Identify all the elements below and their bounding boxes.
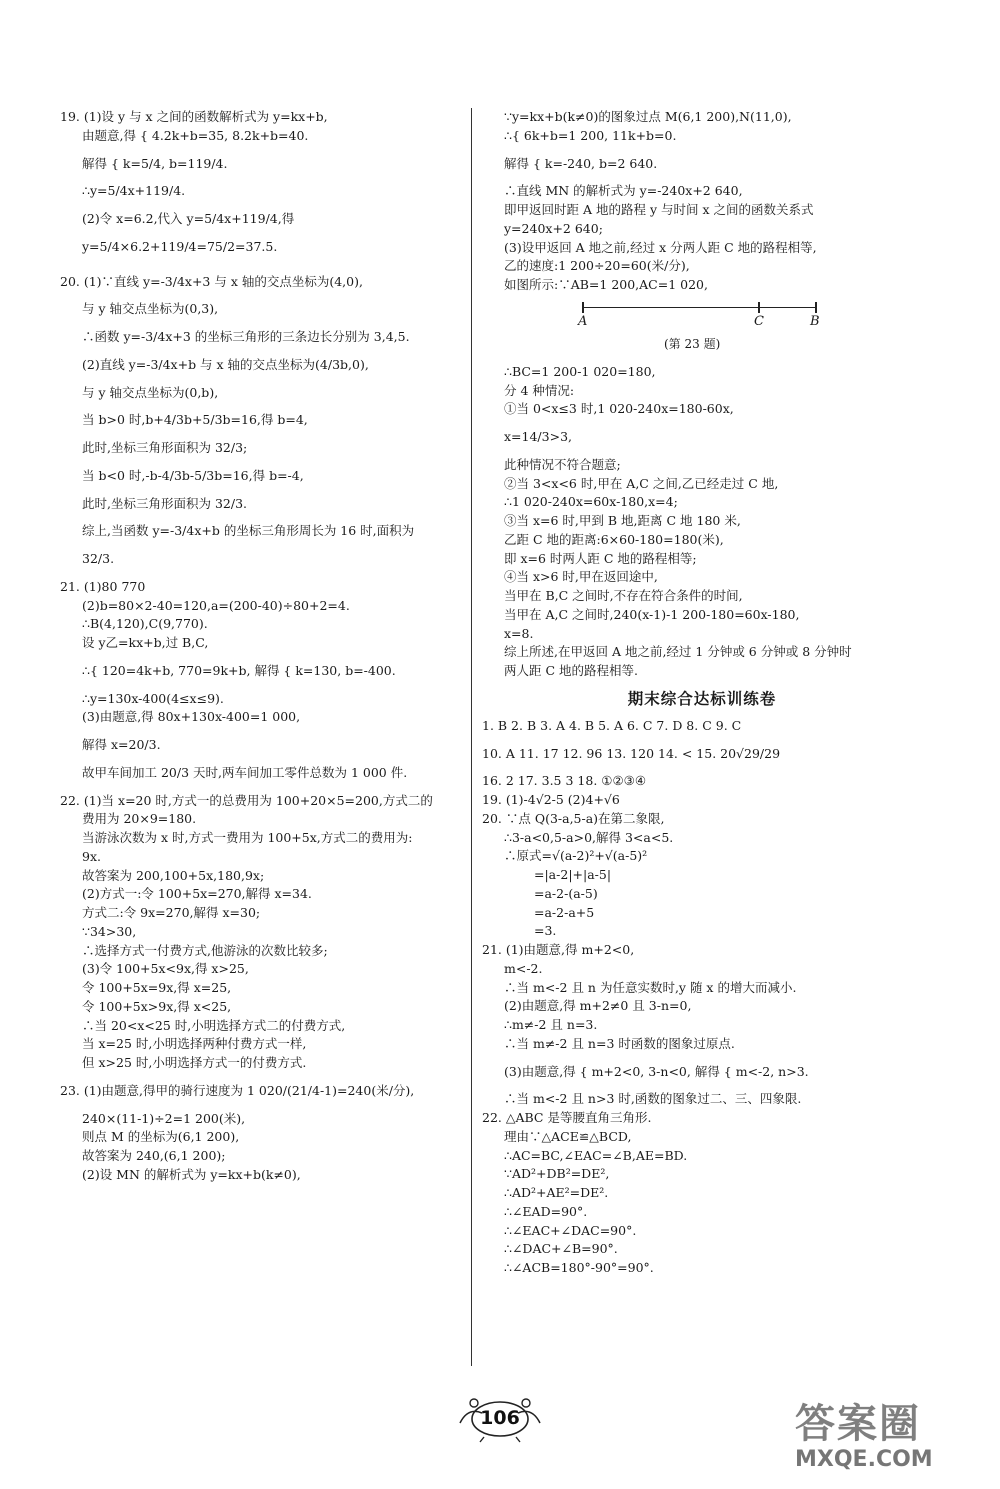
text-line: 理由∵△ACE≌△BCD, (504, 1128, 632, 1144)
text-line: 但 x>25 时,小明选择方式一的付费方式. (82, 1055, 307, 1070)
text-line: 当甲在 B,C 之间时,不存在符合条件的时间, (504, 588, 743, 603)
text-line: 故甲车间加工 20/3 天时,两车间加工零件总数为 1 000 件. (82, 764, 408, 780)
text-line: 则点 M 的坐标为(6,1 200), (82, 1129, 240, 1145)
text-line: 240×(11-1)÷2=1 200(米), (82, 1110, 246, 1126)
text-line: ∴{ 120=4k+b, 770=9k+b, 解得 { k=130, b=-400. (82, 662, 396, 678)
text-line: (2)令 x=6.2,代入 y=5/4x+119/4,得 (82, 211, 295, 226)
text-line: 故答案为 200,100+5x,180,9x; (82, 867, 265, 883)
point-label-b: B (810, 313, 820, 329)
text-line: =a-2-a+5 (534, 904, 595, 920)
text-line: ∴∠EAC+∠DAC=90°. (504, 1222, 637, 1238)
text-line: 此时,坐标三角形面积为 32/3; (82, 440, 248, 455)
segment-figure (482, 297, 922, 361)
left-column (60, 108, 460, 1185)
text-line: 19. (1)设 y 与 x 之间的函数解析式为 y=kx+b, (60, 109, 328, 124)
text-line: (3)由题意,得 80x+130x-400=1 000, (82, 709, 301, 725)
text-line: ∵y=kx+b(k≠0)的图象过点 M(6,1 200),N(11,0), (504, 109, 792, 124)
text-line: 当 b<0 时,-b-4/3b-5/3b=16,得 b=-4, (82, 467, 304, 483)
text-line: ∴当 m<-2 且 n>3 时,函数的图象过二、三、四象限. (504, 1091, 802, 1107)
point-label-c: C (754, 313, 764, 329)
point-label-a: A (578, 313, 588, 329)
text-line: 综上,当函数 y=-3/4x+b 的坐标三角形周长为 16 时,面积为 (82, 523, 415, 539)
text-line: 20. (1)∵直线 y=-3/4x+3 与 x 轴的交点坐标为(4,0), (60, 273, 363, 289)
text-line: y=240x+2 640; (504, 220, 603, 236)
text-line: 分 4 种情况: (504, 382, 575, 398)
text-line: 23. (1)由题意,得甲的骑行速度为 1 020/(21/4-1)=240(米/分), (60, 1082, 415, 1098)
answer-line: 16. 2 17. 3.5 3 18. ①②③④ (482, 773, 647, 789)
text-line: ③当 x=6 时,甲到 B 地,距离 C 地 180 米, (504, 513, 741, 528)
text-line: x=14/3>3, (504, 429, 572, 444)
text-line: m<-2. (504, 960, 543, 976)
text-line: 乙的速度:1 200÷20=60(米/分), (504, 258, 690, 274)
tick-c (758, 302, 760, 313)
right-column (482, 108, 922, 1278)
watermark-logo: 答案圈 (795, 1401, 921, 1447)
text-line: 当 b>0 时,b+4/3b+5/3b=16,得 b=4, (82, 412, 308, 428)
text-line: 当 x=25 时,小明选择两种付费方式一样, (82, 1036, 307, 1052)
text-line: 9x. (82, 848, 101, 864)
text-line: 设 y乙=kx+b,过 B,C, (82, 635, 209, 650)
text-line: 两人距 C 地的路程相等. (504, 663, 638, 678)
answer-line: 1. B 2. B 3. A 4. B 5. A 6. C 7. D 8. C 9. C (482, 717, 742, 733)
text-line: 解得 x=20/3. (82, 737, 161, 752)
text-line: 综上所述,在甲返回 A 地之前,经过 1 分钟或 6 分钟或 8 分钟时 (504, 644, 852, 660)
segment-line (582, 307, 816, 309)
text-line: 32/3. (82, 551, 115, 566)
text-line: 乙距 C 地的距离:6×60-180=180(米), (504, 531, 724, 547)
text-line: 解得 { k=-240, b=2 640. (504, 155, 658, 171)
text-line: ∴3-a<0,5-a>0,解得 3<a<5. (504, 829, 674, 845)
text-line: 费用为 20×9=180. (82, 811, 197, 827)
text-line: 如图所示:∵AB=1 200,AC=1 020, (504, 277, 708, 292)
text-line: ②当 3<x<6 时,甲在 A,C 之间,乙已经走过 C 地, (504, 475, 779, 491)
text-line: ∴B(4,120),C(9,770). (82, 616, 208, 632)
text-line: (3)令 100+5x<9x,得 x>25, (82, 961, 249, 977)
text-line: ∴∠EAD=90°. (504, 1203, 588, 1219)
text-line: (2)直线 y=-3/4x+b 与 x 轴的交点坐标为(4/3b,0), (82, 356, 369, 372)
answer-line: 19. (1)-4√2-5 (2)4+√6 (482, 792, 620, 807)
text-line: 当甲在 A,C 之间时,240(x-1)-1 200-180=60x-180, (504, 606, 800, 622)
text-line: 20. ∵点 Q(3-a,5-a)在第二象限, (482, 810, 665, 826)
text-line: (3)设甲返回 A 地之前,经过 x 分两人距 C 地的路程相等, (504, 239, 817, 255)
text-line: 方式二:令 9x=270,解得 x=30; (82, 905, 261, 920)
tick-b (815, 302, 817, 313)
text-line: =|a-2|+|a-5| (534, 867, 612, 882)
watermark (795, 1392, 985, 1472)
text-line: ∴{ 6k+b=1 200, 11k+b=0. (504, 127, 677, 143)
text-line: ④当 x>6 时,甲在返回途中, (504, 569, 658, 585)
text-line: 解得 { k=5/4, b=119/4. (82, 155, 228, 171)
watermark-site: MXQE.COM (795, 1447, 933, 1472)
text-line: ∴∠ACB=180°-90°=90°. (504, 1260, 654, 1275)
text-line: (2)设 MN 的解析式为 y=kx+b(k≠0), (82, 1166, 301, 1182)
text-line: y=5/4×6.2+119/4=75/2=37.5. (82, 238, 278, 254)
text-line: (2)由题意,得 m+2≠0 且 3-n=0, (504, 998, 692, 1014)
text-line: ∴函数 y=-3/4x+3 的坐标三角形的三条边长分别为 3,4,5. (82, 329, 410, 344)
text-line: 当游泳次数为 x 时,方式一费用为 100+5x,方式二的费用为: (82, 830, 413, 845)
section-title: 期末综合达标训练卷 (627, 689, 777, 708)
text-line: 与 y 轴交点坐标为(0,b), (82, 384, 219, 400)
text-line: ∴y=5/4x+119/4. (82, 183, 186, 199)
tick-a (582, 302, 584, 313)
text-line: 令 100+5x>9x,得 x<25, (82, 998, 232, 1014)
text-line: 与 y 轴交点坐标为(0,3), (82, 301, 219, 317)
text-line: 22. (1)当 x=20 时,方式一的总费用为 100+20×5=200,方式二的 (60, 792, 433, 808)
text-line: ∵AD²+DB²=DE², (504, 1166, 610, 1182)
text-line: ∴AC=BC,∠EAC=∠B,AE=BD. (504, 1147, 688, 1163)
text-line: ∴m≠-2 且 n=3. (504, 1017, 598, 1032)
figure-caption: (第 23 题) (664, 336, 721, 351)
text-line: 故答案为 240,(6,1 200); (82, 1148, 226, 1163)
text-line: =a-2-(a-5) (534, 885, 598, 901)
page-number-badge (440, 1393, 560, 1443)
text-line: ∵34>30, (82, 923, 137, 939)
text-line: ∴y=130x-400(4≤x≤9). (82, 690, 224, 706)
text-line: ∴AD²+AE²=DE². (504, 1185, 609, 1200)
text-line: ∴BC=1 200-1 020=180, (504, 363, 656, 379)
text-line: ∴选择方式一付费方式,他游泳的次数比较多; (82, 942, 328, 958)
text-line: (2)方式一:令 100+5x=270,解得 x=34. (82, 886, 312, 902)
text-line: 21. (1)由题意,得 m+2<0, (482, 942, 635, 957)
text-line: 21. (1)80 770 (60, 578, 146, 594)
text-line: ∴当 20<x<25 时,小明选择方式二的付费方式, (82, 1017, 346, 1033)
text-line: ∴∠DAC+∠B=90°. (504, 1241, 618, 1257)
text-line: 即 x=6 时两人距 C 地的路程相等; (504, 550, 697, 566)
text-line: ∴直线 MN 的解析式为 y=-240x+2 640, (504, 183, 743, 199)
text-line: =3. (534, 923, 557, 939)
text-line: 22. △ABC 是等腰直角三角形. (482, 1110, 652, 1125)
text-line: 令 100+5x=9x,得 x=25, (82, 980, 232, 995)
answer-line: 10. A 11. 17 12. 96 13. 120 14. < 15. 20√29/29 (482, 745, 781, 761)
text-line: (3)由题意,得 { m+2<0, 3-n<0, 解得 { m<-2, n>3. (504, 1063, 809, 1079)
text-line: (2)b=80×2-40=120,a=(200-40)÷80+2=4. (82, 597, 350, 613)
text-line: ①当 0<x≤3 时,1 020-240x=180-60x, (504, 401, 734, 417)
text-line: ∴当 m≠-2 且 n=3 时函数的图象过原点. (504, 1035, 735, 1051)
text-line: 此时,坐标三角形面积为 32/3. (82, 495, 247, 511)
page-number: 106 (480, 1407, 520, 1429)
text-line: 即甲返回时距 A 地的路程 y 与时间 x 之间的函数关系式 (504, 202, 814, 217)
text-line: 此种情况不符合题意; (504, 456, 621, 472)
column-divider (471, 108, 472, 1366)
text-line: 由题意,得 { 4.2k+b=35, 8.2k+b=40. (82, 127, 309, 143)
text-line: ∴当 m<-2 且 n 为任意实数时,y 随 x 的增大而减小. (504, 979, 797, 995)
text-line: ∴原式=√(a-2)²+√(a-5)² (504, 848, 648, 864)
text-line: x=8. (504, 625, 534, 641)
text-line: ∴1 020-240x=60x-180,x=4; (504, 494, 678, 510)
